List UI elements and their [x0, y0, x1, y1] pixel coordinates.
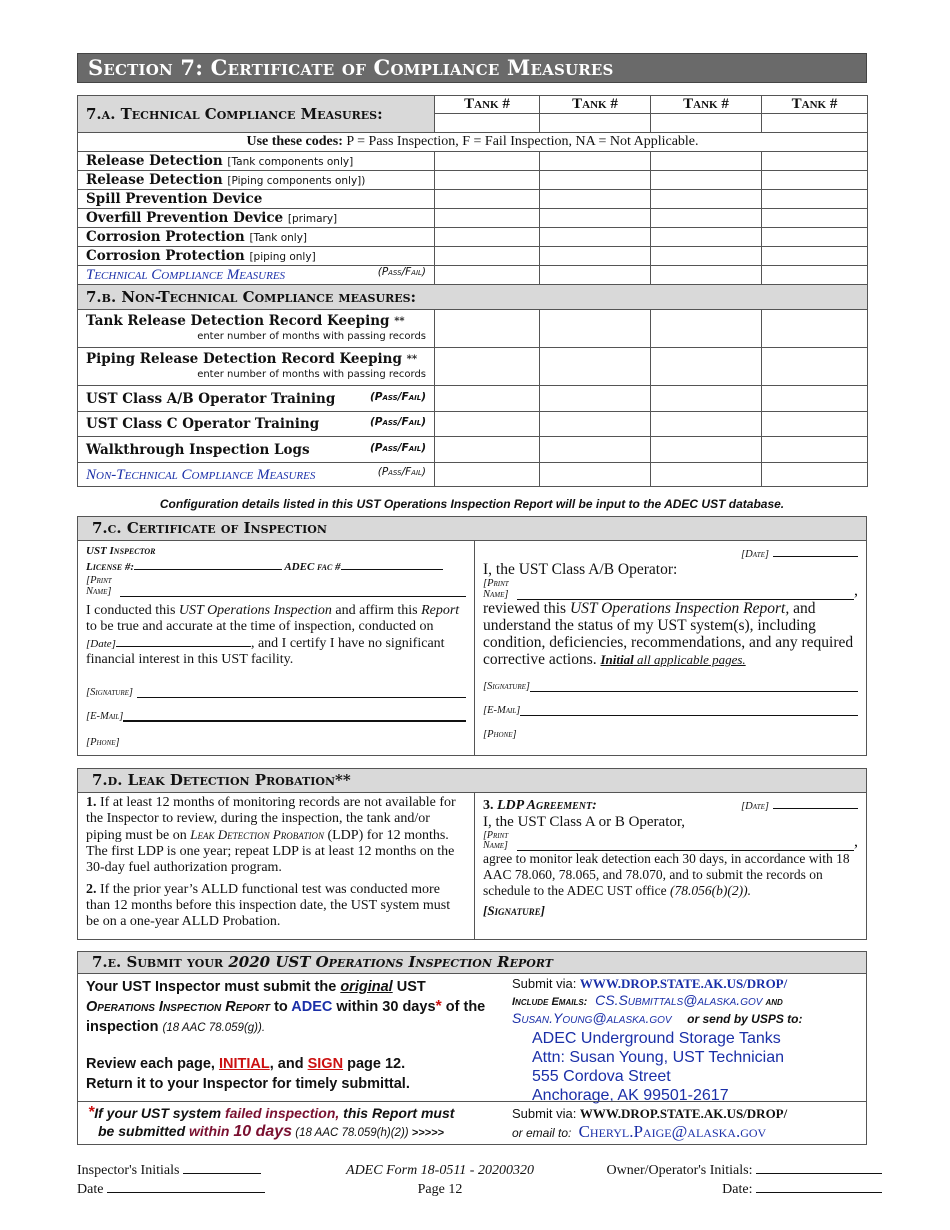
license-label: License #:: [86, 561, 134, 573]
tank-cell[interactable]: [540, 171, 651, 190]
tank-cell[interactable]: [651, 266, 762, 285]
tank-cell[interactable]: [540, 386, 651, 412]
table-row: [78, 152, 868, 171]
certificate-of-inspection: [77, 516, 867, 756]
tank-header-4: Tank #: [762, 96, 868, 114]
fac-field[interactable]: [341, 558, 443, 570]
inspector-email-field[interactable]: [123, 710, 466, 722]
ldp-agreement: 3. LDP Agreement: [Date] I, the UST Class A or B Operator, [Print Name] , agree to monitor leak detection each 30 days, in accordance with 18 AAC 78.060, 78.065, and 78.070, and to submit the records on schedule to the ADEC UST office (78.056(b)(2)). [Signature]: [483, 798, 858, 918]
failed-inspection-note: *If your UST system failed inspection, this Report must be submitted within 10 days (18 AAC 78.059(h)(2)) >>>>>: [88, 1104, 455, 1140]
inspector-signature-field[interactable]: [137, 686, 466, 698]
leak-detection-probation: [77, 768, 867, 940]
tank-header-2: Tank #: [540, 96, 651, 114]
print-name-label: [Print Name]: [86, 575, 112, 597]
footer-owner: Owner/Operator's Initials: Date:: [586, 1161, 882, 1199]
compliance-table: [77, 95, 868, 487]
table-row: [78, 463, 868, 487]
operator-date-field[interactable]: [773, 545, 858, 557]
phone-label: [Phone]: [483, 729, 517, 740]
tank-number-input-2[interactable]: [540, 114, 651, 133]
fac-label: ADEC fac #: [284, 561, 341, 573]
inspector-column: [78, 541, 475, 756]
tank-cell[interactable]: [762, 463, 868, 487]
tank-cell[interactable]: [435, 348, 540, 386]
ldp-date-field[interactable]: [773, 797, 858, 809]
tank-cell[interactable]: [435, 386, 540, 412]
ldp-signature-label[interactable]: [Signature]: [483, 903, 545, 918]
footer-form-info: ADEC Form 18-0511 - 20200320 Page 12: [346, 1163, 534, 1197]
table-row: [78, 171, 868, 190]
tank-cell[interactable]: [435, 463, 540, 487]
row-label: Tank Release Detection Record Keeping ** enter number of months with passing records: [78, 310, 435, 348]
tank-cell[interactable]: [651, 463, 762, 487]
tank-cell[interactable]: [762, 412, 868, 437]
operator-signature-field[interactable]: [530, 680, 858, 692]
ldp-operator-line: I, the UST Class A or B Operator,: [483, 814, 686, 830]
part-a-title: 7.a. Technical Compliance Measures:: [78, 96, 435, 133]
tank-cell[interactable]: [651, 209, 762, 228]
operator-email-field[interactable]: [520, 704, 858, 716]
tank-cell[interactable]: [540, 463, 651, 487]
row-label: UST Class A/B Operator Training (Pass/Fail): [78, 386, 435, 412]
tank-cell[interactable]: [651, 190, 762, 209]
email-label: [E-Mail]: [483, 705, 521, 716]
row-label: Corrosion Protection [piping only]: [78, 247, 435, 266]
codes-legend: Use these codes: P = Pass Inspection, F = Fail Inspection, NA = Not Applicable.: [78, 133, 868, 152]
technical-summary-label: Technical Compliance Measures (Pass/Fail): [78, 266, 435, 285]
tank-cell[interactable]: [435, 247, 540, 266]
signature-label: [Signature]: [483, 681, 530, 692]
tank-cell[interactable]: [435, 437, 540, 463]
row-label: UST Class C Operator Training (Pass/Fail): [78, 412, 435, 437]
row-label: Spill Prevention Device: [78, 190, 435, 209]
owner-initials-field[interactable]: [756, 1162, 882, 1174]
rule-2: 2. If the prior year’s ALLD functional test was conducted more than 12 months before this inspection date, the UST system must be on a one-year ALLD Probation.: [86, 882, 451, 929]
tank-cell[interactable]: [540, 412, 651, 437]
tank-cell[interactable]: [540, 348, 651, 386]
submit-methods: Submit via: WWW.DROP.STATE.AK.US/DROP/ Include Emails: CS.Submittals@alaska.gov and Susan.Young@alaska.gov or send by USPS to: ADEC Underground Storage Tanks Attn: Susan Young, UST Technician 555 Cordova Street Anchorage, AK 99501-2617: [498, 974, 866, 1101]
inspector-statement: I conducted this UST Operations Inspection and affirm this Report to be true and accurate at the time of inspection, conducted on [Date] , and I certify I have no significant financial interest in this UST facility.: [86, 603, 460, 667]
inspector-label: UST Inspector: [86, 545, 156, 557]
section-title: Section 7: Certificate of Compliance Measures: [77, 53, 867, 83]
inspector-initials-field[interactable]: [183, 1162, 261, 1174]
config-note: Configuration details listed in this UST Operations Inspection Report will be input to the ADEC UST database.: [159, 497, 785, 511]
tank-cell[interactable]: [540, 228, 651, 247]
row-label: Piping Release Detection Record Keeping ** enter number of months with passing records: [78, 348, 435, 386]
cheryl-paige-email[interactable]: Cheryl.Paige@alaska.gov: [578, 1122, 767, 1141]
tank-cell[interactable]: [762, 266, 868, 285]
table-row: [78, 209, 868, 228]
probation-rules: [78, 793, 475, 940]
tank-cell[interactable]: [762, 310, 868, 348]
signature-label: [Signature]: [86, 687, 133, 698]
tank-cell[interactable]: [762, 386, 868, 412]
part-b-title: 7.b. Non-Technical Compliance measures:: [78, 285, 868, 310]
susan-young-email[interactable]: Susan.Young@alaska.gov: [512, 1010, 672, 1026]
tank-number-input-3[interactable]: [651, 114, 762, 133]
tank-cell[interactable]: [540, 310, 651, 348]
submit-report: [77, 951, 867, 1145]
inspection-date-field[interactable]: [116, 635, 251, 647]
tank-cell[interactable]: [540, 437, 651, 463]
tank-cell[interactable]: [435, 209, 540, 228]
table-row: [78, 412, 868, 437]
drop-link-2[interactable]: WWW.DROP.STATE.AK.US/DROP/: [579, 1106, 788, 1121]
tank-cell[interactable]: [435, 171, 540, 190]
mailing-address: ADEC Underground Storage Tanks Attn: Susan Young, UST Technician 555 Cordova Street Anchorage, AK 99501-2617: [532, 1030, 785, 1104]
table-row: [78, 190, 868, 209]
row-label: Overfill Prevention Device [primary]: [78, 209, 435, 228]
row-label: Walkthrough Inspection Logs (Pass/Fail): [78, 437, 435, 463]
tank-cell[interactable]: [435, 190, 540, 209]
table-row: [78, 437, 868, 463]
phone-label: [Phone]: [86, 737, 120, 748]
part-c-title: 7.c. Certificate of Inspection: [78, 517, 866, 541]
cs-submittals-email[interactable]: CS.Submittals@alaska.gov: [595, 992, 763, 1008]
tank-header-1: Tank #: [435, 96, 540, 114]
non-technical-summary-label: Non-Technical Compliance Measures (Pass/Fail): [78, 463, 435, 487]
tank-cell[interactable]: [540, 209, 651, 228]
operator-column: [Date] I, the UST Class A/B Operator: [Print Name] , reviewed this UST Operations Inspection Report, and understand the status of my UST system(s), including condition, deficiencies, recommendations, and any required corrective actions. Initial all applicable pages. [Signature] [E-Mail] [Phone]: [475, 541, 866, 756]
email-label: [E-Mail]: [86, 711, 124, 722]
tank-cell[interactable]: [651, 437, 762, 463]
tank-cell[interactable]: [651, 310, 762, 348]
tank-cell[interactable]: [651, 171, 762, 190]
part-d-title: 7.d. Leak Detection Probation**: [78, 769, 866, 793]
tank-cell[interactable]: [651, 348, 762, 386]
tank-cell[interactable]: [540, 190, 651, 209]
tank-cell[interactable]: [540, 266, 651, 285]
tank-cell[interactable]: [651, 386, 762, 412]
tank-cell[interactable]: [435, 412, 540, 437]
failed-submit-methods: Submit via: WWW.DROP.STATE.AK.US/DROP/ or email to: Cheryl.Paige@alaska.gov: [512, 1106, 788, 1141]
owner-date-field[interactable]: [756, 1181, 882, 1193]
tank-cell[interactable]: [435, 310, 540, 348]
tank-cell[interactable]: [762, 247, 868, 266]
ldp-agreement-text: agree to monitor leak detection each 30 days, in accordance with 18 AAC 78.060, 78.065, and 78.070, and to submit the records on schedule to the ADEC UST office (78.056(b)(2)).: [483, 851, 850, 898]
tank-cell[interactable]: [435, 228, 540, 247]
tank-cell[interactable]: [762, 228, 868, 247]
tank-cell[interactable]: [762, 152, 868, 171]
operator-statement: reviewed this UST Operations Inspection Report, and understand the status of my UST system(s), including condition, deficiencies, recommendations, and any required corrective actions. Initial all applicable pages.: [483, 600, 854, 668]
date-label: [Date]: [741, 801, 769, 812]
table-row: [78, 348, 868, 386]
license-field[interactable]: [134, 558, 282, 570]
inspector-date-field[interactable]: [107, 1181, 265, 1193]
table-row: [78, 310, 868, 348]
drop-link[interactable]: WWW.DROP.STATE.AK.US/DROP/: [579, 976, 788, 991]
print-name-label: [Print Name]: [483, 830, 509, 851]
table-row: [78, 266, 868, 285]
rule-1: 1. If at least 12 months of monitoring records are not available for the Inspector to review, during the inspection, the tank and/or piping must be on Leak Detection Probation (LDP) for 12 months. The first LDP is one year; repeat LDP is at least 12 months on the 30-day fuel authorization program.: [86, 795, 456, 875]
submit-instructions: [78, 974, 498, 1101]
tank-number-input-4[interactable]: [762, 114, 868, 133]
tank-header-3: Tank #: [651, 96, 762, 114]
inspector-name-field[interactable]: [120, 596, 466, 597]
tank-cell[interactable]: [435, 266, 540, 285]
tank-cell[interactable]: [762, 209, 868, 228]
tank-cell[interactable]: [762, 171, 868, 190]
tank-cell[interactable]: [435, 152, 540, 171]
footer-inspector: Inspector's Initials Date: [77, 1161, 277, 1199]
tank-number-input-1[interactable]: [435, 114, 540, 133]
tank-cell[interactable]: [651, 152, 762, 171]
print-name-label: [Print Name]: [483, 578, 509, 600]
tank-cell[interactable]: [651, 412, 762, 437]
tank-cell[interactable]: [762, 348, 868, 386]
tank-cell[interactable]: [540, 247, 651, 266]
row-label: Release Detection [Piping components only]): [78, 171, 435, 190]
tank-cell[interactable]: [540, 152, 651, 171]
row-label: Corrosion Protection [Tank only]: [78, 228, 435, 247]
tank-cell[interactable]: [651, 228, 762, 247]
part-e-title: 7.e. Submit your 2020 UST Operations Inspection Report: [78, 952, 866, 974]
table-row: [78, 386, 868, 412]
submit-requirement: Your UST Inspector must submit the original UST Operations Inspection Report to ADEC within 30 days* of the inspection (18 AAC 78.059(g)).: [86, 979, 486, 1035]
date-label: [Date]: [741, 549, 769, 560]
tank-cell[interactable]: [762, 437, 868, 463]
table-row: [78, 228, 868, 247]
review-instruction: Review each page, INITIAL, and SIGN page 12. Return it to your Inspector for timely submittal.: [86, 1056, 410, 1092]
table-row: [78, 247, 868, 266]
tank-cell[interactable]: [762, 190, 868, 209]
operator-line: I, the UST Class A/B Operator:: [483, 561, 678, 578]
row-label: Release Detection [Tank components only]: [78, 152, 435, 171]
tank-cell[interactable]: [651, 247, 762, 266]
